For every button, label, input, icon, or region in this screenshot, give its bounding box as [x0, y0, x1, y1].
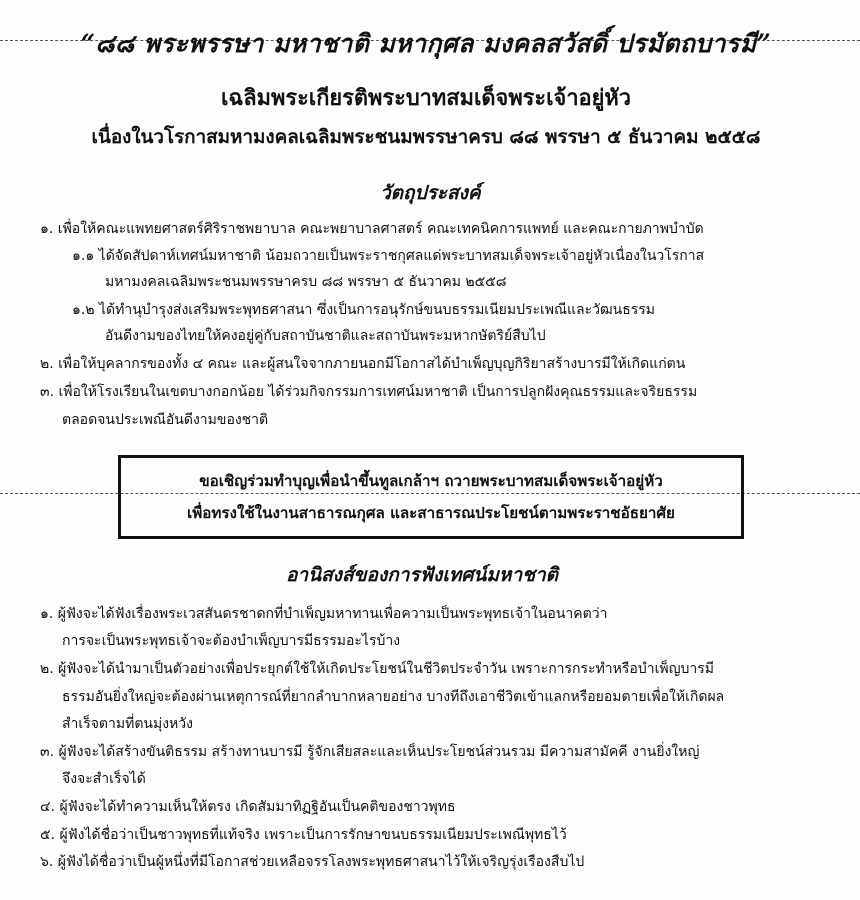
benefit-line: ๑. ผู้ฟังจะได้ฟังเรื่องพระเวสสันดรชาดกที่บำเพ็ญมหาทานเพื่อความเป็นพระพุทธเจ้าในอนาคตว่า: [40, 606, 608, 622]
heading-line-2: เนื่องในวโรกาสมหามงคลเฉลิมพระชนมพรรษาครบ ๘๘ พรรษา ๕ ธันวาคม ๒๕๕๘: [91, 126, 761, 148]
objectives-title: วัตถุประสงค์: [380, 182, 481, 204]
objective-line: ๑.๒ ได้ทำนุบำรุงส่งเสริมพระพุทธศาสนา ซึ่งเป็นการอนุรักษ์ขนบธรรมเนียมประเพณีและวัฒนธรรม: [72, 302, 656, 318]
benefit-line: การจะเป็นพระพุทธเจ้าจะต้องบำเพ็ญบารมีธรรมอะไรบ้าง: [62, 633, 401, 649]
benefit-line: ๖. ผู้ฟังได้ชื่อว่าเป็นผู้หนึ่งที่มีโอกาสช่วยเหลือจรรโลงพระพุทธศาสนาไว้ให้เจริญรุ่งเรืองสืบไป: [40, 854, 585, 870]
invitation-line-1: ขอเชิญร่วมทำบุญเพื่อนำขึ้นทูลเกล้าฯ ถวายพระบาทสมเด็จพระเจ้าอยู่หัว: [199, 472, 663, 490]
objective-line: ตลอดจนประเพณีอันดีงามของชาติ: [62, 412, 269, 428]
objective-line: ๑. เพื่อให้คณะแพทยศาสตร์ศิริราชพยาบาล คณะพยาบาลศาสตร์ คณะเทคนิคการแพทย์ และคณะกายภาพบำบัด: [40, 221, 704, 237]
benefit-line: ๓. ผู้ฟังจะได้สร้างขันติธรรม สร้างทานบารมี รู้จักเสียสละและเห็นประโยชน์ส่วนรวม มีความสามัคคี งานยิ่งใหญ่: [40, 744, 700, 760]
benefit-line: สำเร็จตามที่ตนมุ่งหวัง: [62, 716, 193, 732]
benefit-line: ๔. ผู้ฟังจะได้ทำความเห็นให้ตรง เกิดสัมมาทิฏฐิอันเป็นคติของชาวพุทธ: [40, 799, 456, 815]
benefit-line: จึงจะสำเร็จได้: [62, 771, 146, 787]
invitation-line-2: เพื่อทรงใช้ในงานสาธารณกุศล และสาธารณประโยชน์ตามพระราชอัธยาศัย: [187, 504, 675, 522]
benefit-line: ๒. ผู้ฟังจะได้นำมาเป็นตัวอย่างเพื่อประยุกต์ใช้ให้เกิดประโยชน์ในชีวิตประจำวัน เพราะการกระทำหรือบำเพ็ญบารมี: [40, 661, 715, 677]
objective-line: ๓. เพื่อให้โรงเรียนในเขตบางกอกน้อย ได้ร่วมกิจกรรมการเทศน์มหาชาติ เป็นการปลูกฝังคุณธรรมและจริยธรรม: [40, 384, 698, 400]
invitation-box: [118, 455, 744, 539]
heading-line-1: เฉลิมพระเกียรติพระบาทสมเด็จพระเจ้าอยู่หัว: [220, 86, 632, 111]
banner-title: “๘๘ พระพรรษา มหาชาติ มหากุศล มงคลสวัสดิ์ ปรมัตถบารมี”: [80, 29, 772, 58]
benefit-line: ๕. ผู้ฟังได้ชื่อว่าเป็นชาวพุทธที่แท้จริง เพราะเป็นการรักษาขนบธรรมเนียมประเพณีพุทธไว้: [40, 827, 567, 843]
benefits-title: อานิสงส์ของการฟังเทศน์มหาชาติ: [286, 564, 559, 586]
objective-line: ๒. เพื่อให้บุคลากรของทั้ง ๔ คณะ และผู้สนใจจากภายนอกมีโอกาสได้บำเพ็ญบุญกิริยาสร้างบารมีให้เกิดแก่ตน: [40, 356, 686, 372]
objective-line: มหามงคลเฉลิมพระชนมพรรษาครบ ๘๘ พรรษา ๕ ธันวาคม ๒๕๕๘: [105, 274, 507, 290]
objective-line: อันดีงามของไทยให้คงอยู่คู่กับสถาบันชาติและสถาบันพระมหากษัตริย์สืบไป: [105, 328, 546, 344]
objective-line: ๑.๑ ได้จัดสัปดาห์เทศน์มหาชาติ น้อมถวายเป็นพระราชกุศลแด่พระบาทสมเด็จพระเจ้าอยู่หัวเนื่องในวโรกาส: [72, 248, 705, 264]
benefit-line: ธรรมอันยิ่งใหญ่จะต้องผ่านเหตุการณ์ที่ยากลำบากหลายอย่าง บางทีถึงเอาชีวิตเข้าแลกหรือยอมตายเพื่อให้เกิดผล: [62, 689, 725, 705]
